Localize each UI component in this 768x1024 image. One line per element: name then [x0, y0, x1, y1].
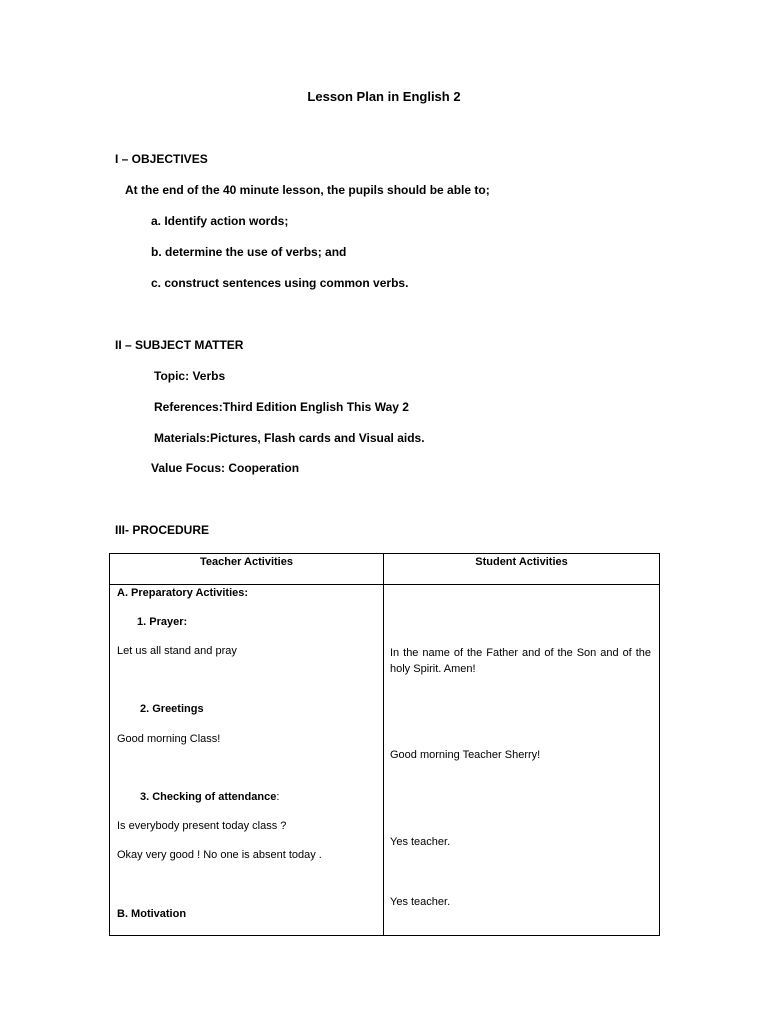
- greeting-response: Good morning Teacher Sherry!: [390, 749, 541, 761]
- attendance-ok: Okay very good ! No one is absent today .: [117, 849, 322, 861]
- student-activities-header: Student Activities: [384, 554, 660, 585]
- prayer-text: Let us all stand and pray: [117, 645, 237, 657]
- table-header-row: [110, 554, 660, 585]
- topic-line: Topic: Verbs: [154, 369, 226, 383]
- materials-line: Materials:Pictures, Flash cards and Visual aids.: [154, 431, 425, 445]
- procedure-heading: III- PROCEDURE: [115, 523, 210, 537]
- attendance-colon: :: [276, 791, 280, 803]
- teacher-activities-cell: [110, 585, 384, 936]
- value-focus-line: Value Focus: Cooperation: [151, 461, 300, 475]
- attendance-heading: 3. Checking of attendance: [140, 791, 277, 803]
- procedure-table: [109, 553, 660, 936]
- motivation-heading: B. Motivation: [117, 908, 187, 920]
- objectives-heading: I – OBJECTIVES: [115, 152, 208, 166]
- greetings-heading: 2. Greetings: [140, 703, 204, 715]
- attendance-heading-line: [140, 791, 279, 803]
- objectives-intro: At the end of the 40 minute lesson, the pupils should be able to;: [125, 183, 490, 197]
- subject-matter-heading: II – SUBJECT MATTER: [115, 338, 244, 352]
- prayer-heading: 1. Prayer:: [137, 616, 188, 628]
- attendance-question: Is everybody present today class ?: [117, 820, 287, 832]
- prayer-response: In the name of the Father and of the Son and of the holy Spirit. Amen!: [390, 647, 651, 675]
- greetings-text: Good morning Class!: [117, 733, 221, 745]
- objective-item: a. Identify action words;: [151, 214, 289, 228]
- student-activities-cell: [384, 585, 660, 936]
- references-line: References:Third Edition English This Way 2: [154, 400, 409, 414]
- objective-item: b. determine the use of verbs; and: [151, 245, 347, 259]
- attendance-response: Yes teacher.: [390, 836, 451, 848]
- document-title: Lesson Plan in English 2: [307, 89, 461, 104]
- preparatory-heading: A. Preparatory Activities:: [117, 587, 249, 599]
- attendance-response: Yes teacher.: [390, 896, 451, 908]
- objective-item: c. construct sentences using common verbs.: [151, 276, 409, 290]
- teacher-activities-header: Teacher Activities: [110, 554, 384, 585]
- table-row: [110, 585, 660, 936]
